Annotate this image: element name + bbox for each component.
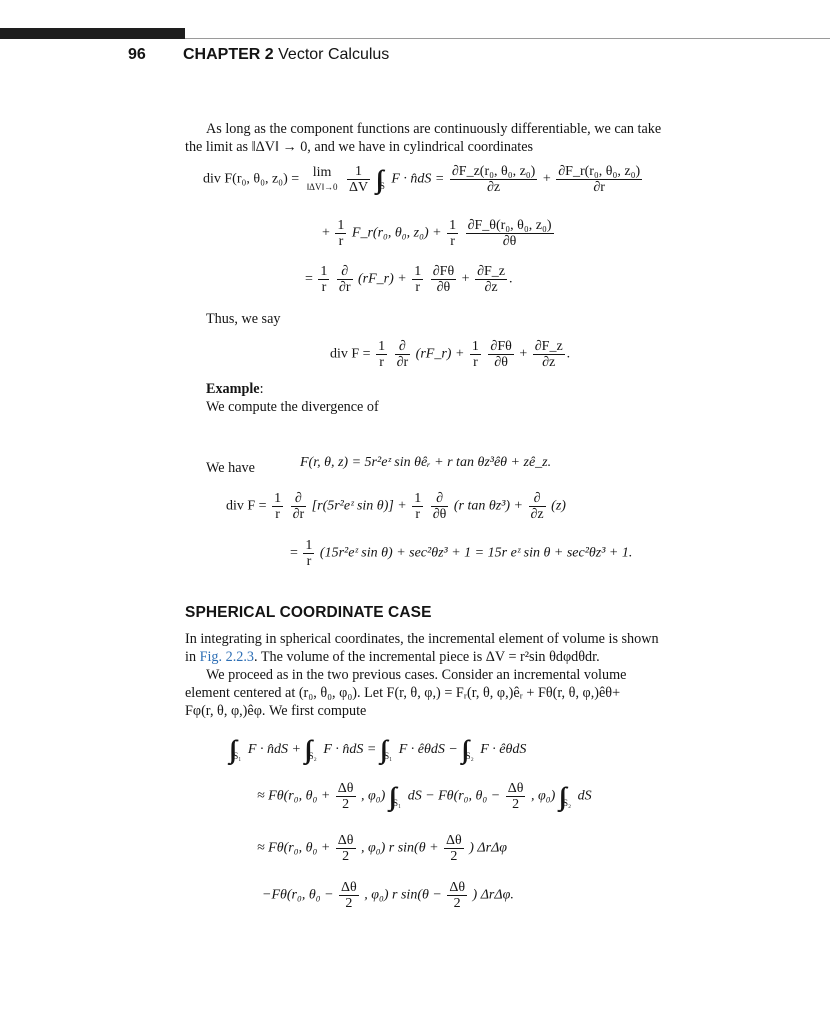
term: F · êθdS — [480, 742, 527, 758]
term: ≈ Fθ(r₀, θ₀ + — [257, 788, 331, 804]
fraction-d-dtheta — [431, 491, 449, 522]
integral-sub: S₁ — [233, 751, 242, 762]
term: dS — [577, 788, 592, 804]
fraction-dfz-dz — [475, 264, 507, 295]
section-heading: SPHERICAL COORDINATE CASE — [185, 604, 432, 621]
fraction-num: ∂F_z(r₀, θ₀, z₀) — [451, 164, 536, 179]
term: F · n̂dS = — [323, 742, 377, 758]
we-have: We have — [206, 460, 255, 476]
term: (rF_r) + — [358, 271, 407, 287]
paragraph-line: As long as the component functions are continuously differentiable, we can take — [206, 121, 662, 137]
fraction-den: ∂z — [484, 280, 498, 295]
fraction-den: r — [338, 234, 344, 249]
paragraph-line: element centered at (r₀, θ₀, φ₀). Let F(r, θ, φ,) = Fᵣ(r, θ, φ,)êᵣ + Fθ(r, θ, φ,)êθ+ — [185, 685, 621, 701]
fraction-den: ∂θ — [436, 280, 451, 295]
equation-field-definition — [300, 455, 551, 471]
fraction-dfz-dz — [450, 164, 537, 195]
fraction-den: ∂r — [396, 355, 409, 370]
chapter-title: Vector Calculus — [278, 46, 390, 63]
fraction-den: 2 — [345, 896, 353, 911]
term: F_r(r₀, θ₀, z₀) + — [351, 225, 442, 241]
integral-sub: S₂ — [562, 797, 572, 808]
fraction-one-over-r — [412, 491, 423, 522]
fraction-den: r — [415, 507, 421, 522]
fraction-den: ∂z — [542, 355, 556, 370]
fraction-dftheta-dtheta — [431, 264, 456, 295]
fraction-one-over-r — [447, 218, 458, 249]
fraction-num: ∂ — [395, 339, 411, 355]
fraction-num: ∂ — [529, 491, 546, 507]
integral-sub: S₂ — [308, 751, 317, 762]
fraction-d-dz — [529, 491, 546, 522]
fraction-num: 1 — [305, 538, 313, 553]
fraction-num: 1 — [414, 491, 422, 506]
fraction-den: r — [473, 355, 478, 370]
period: . — [566, 346, 571, 362]
fraction-num: ∂ — [337, 264, 353, 280]
fraction-den: ΔV — [348, 180, 369, 195]
fraction-num: Δθ — [337, 833, 354, 848]
plus-sign: + — [461, 271, 470, 287]
fraction-den: ∂r — [338, 280, 351, 295]
chapter-heading — [183, 46, 389, 64]
fraction-den: ∂r — [593, 180, 605, 195]
fraction-num: ∂ — [291, 491, 307, 507]
integral-sub: S₁ — [384, 751, 393, 762]
fraction-den: r — [306, 554, 312, 569]
fraction-den: ∂r — [292, 507, 305, 522]
fraction-num: ∂F_r(r₀, θ₀, z₀) — [558, 164, 641, 179]
fraction-num: ∂Fθ — [490, 339, 512, 354]
fraction-num: ∂Fθ — [432, 264, 455, 279]
period: . — [508, 271, 513, 287]
text-span: . The volume of the incremental piece is ΔV = r²sin θdφdθdr. — [254, 649, 600, 665]
fraction-one-over-r — [272, 491, 283, 522]
fraction-dtheta-over-2 — [447, 880, 467, 911]
fraction-den: ∂θ — [502, 234, 517, 249]
eq-lhs: div F = — [226, 498, 267, 514]
fraction-num: Δθ — [449, 880, 466, 895]
integral-sub: S₁ — [393, 797, 402, 808]
equals-sign: = — [305, 271, 313, 287]
header-rule — [185, 38, 830, 39]
example-heading — [206, 380, 264, 398]
fraction-one-over-dv — [347, 164, 370, 195]
term: , φ₀) — [530, 788, 556, 804]
paragraph-line: Fφ(r, θ, φ,)êφ. We first compute — [185, 703, 367, 719]
double-integral-sign: ∫∫ — [375, 164, 378, 194]
fraction-dfz-dz — [533, 339, 565, 370]
equation-approx-1 — [257, 781, 592, 812]
fraction-den: 2 — [512, 797, 520, 812]
field-definition: F(r, θ, z) = 5r²eᶻ sin θêᵣ + r tan θz³êθ + zê_z. — [300, 455, 552, 470]
term: , φ₀) — [361, 788, 386, 804]
equals-sign: = — [290, 545, 298, 561]
term: ) ΔrΔφ — [469, 840, 508, 856]
paragraph-line: the limit as ‖ΔV‖ → 0, and we have in cylindrical coordinates — [185, 139, 534, 155]
fraction-num: 1 — [471, 339, 479, 354]
example-label: Example — [206, 381, 260, 397]
fraction-dtheta-over-2 — [339, 880, 359, 911]
fraction-num: 1 — [347, 164, 370, 180]
double-integral-sign: ∫∫ — [379, 735, 383, 764]
term: (rF_r) + — [415, 346, 465, 362]
fraction-one-over-r — [335, 218, 346, 249]
fraction-dfr-dr — [556, 164, 642, 195]
paragraph-line: We proceed as in the two previous cases. Consider an incremental volume — [206, 667, 627, 683]
term: , φ₀) r sin(θ − — [364, 887, 442, 903]
fraction-num: Δθ — [446, 833, 462, 848]
equation-example-result — [290, 538, 632, 569]
term: (r tan θz³) + — [453, 498, 524, 514]
equation-line-2 — [322, 218, 556, 249]
fraction-d-dr — [337, 264, 353, 295]
fraction-dtheta-over-2 — [336, 833, 356, 864]
fraction-d-dr — [291, 491, 307, 522]
equation-flux-sum — [229, 735, 526, 765]
lim-word: lim — [312, 164, 332, 180]
fraction-num: 1 — [320, 264, 328, 279]
chapter-label: CHAPTER 2 — [183, 46, 274, 63]
integral-sub: S₂ — [465, 751, 474, 762]
header-bar — [0, 28, 185, 39]
equation-approx-3 — [262, 880, 514, 911]
fraction-den: r — [379, 355, 384, 370]
term: (z) — [551, 498, 566, 514]
integral-sub: S — [379, 180, 385, 191]
fraction-one-over-r — [318, 264, 329, 295]
text-span: in — [185, 649, 200, 665]
fraction-den: r — [275, 507, 280, 522]
fraction-num: 1 — [414, 264, 422, 279]
fraction-one-over-r — [412, 264, 423, 295]
thus-we-say: Thus, we say — [206, 311, 281, 327]
fraction-den: 2 — [342, 797, 350, 812]
fraction-num: Δθ — [507, 781, 524, 796]
fraction-den: ∂θ — [494, 355, 508, 370]
term: , φ₀) r sin(θ + — [361, 840, 439, 856]
term: ≈ Fθ(r₀, θ₀ + — [257, 840, 331, 856]
fraction-num: ∂F_z — [534, 339, 563, 354]
fraction-den: r — [321, 280, 327, 295]
term: F · n̂dS + — [247, 742, 301, 758]
term: [r(5r²eᶻ sin θ)] + — [311, 498, 407, 514]
plus-sign: + — [322, 225, 330, 241]
fraction-dtheta-over-2 — [506, 781, 526, 812]
fraction-one-over-r — [376, 339, 387, 370]
fraction-num: 1 — [378, 339, 386, 354]
fraction-num: ∂ — [431, 491, 449, 507]
example-colon: : — [259, 381, 264, 397]
equation-approx-2 — [257, 833, 507, 864]
fraction-den: 2 — [450, 849, 458, 864]
paragraph-line — [185, 648, 600, 666]
term: (15r²eᶻ sin θ) + sec²θz³ + 1 = 15r eᶻ sin θ + sec²θz³ + 1. — [319, 545, 633, 561]
limit — [305, 165, 340, 195]
fraction-den: 2 — [453, 896, 461, 911]
double-integral-sign: ∫∫ — [558, 781, 561, 811]
term: −Fθ(r₀, θ₀ − — [262, 887, 334, 903]
example-text: We compute the divergence of — [206, 399, 379, 415]
double-integral-sign: ∫∫ — [304, 735, 307, 764]
eq-lhs: div F(r₀, θ₀, z₀) = — [203, 171, 300, 187]
fraction-dftheta — [466, 218, 554, 249]
fraction-d-dr — [395, 339, 411, 370]
fraction-num: ∂F_z — [477, 264, 505, 279]
equation-div-cylindrical — [203, 164, 644, 195]
fraction-num: Δθ — [341, 880, 357, 895]
equation-line-3 — [305, 264, 512, 295]
lim-sub: ‖ΔV‖→0 — [306, 181, 338, 192]
fraction-den: r — [450, 234, 455, 249]
page-number: 96 — [128, 46, 146, 63]
fraction-one-over-r — [470, 339, 481, 370]
fraction-den: ∂θ — [432, 507, 447, 522]
fraction-one-over-r — [303, 538, 314, 569]
fraction-den: ∂z — [530, 507, 544, 522]
paragraph-line: In integrating in spherical coordinates, the incremental element of volume is shown — [185, 631, 659, 647]
fraction-den: ∂z — [487, 180, 501, 195]
fraction-den: 2 — [342, 849, 350, 864]
fraction-num: 1 — [449, 218, 457, 233]
fraction-dftheta-dtheta — [488, 339, 513, 370]
fraction-dtheta-over-2 — [336, 781, 356, 812]
double-integral-sign: ∫∫ — [461, 735, 464, 764]
equation-example-div — [226, 491, 566, 522]
double-integral-sign: ∫∫ — [388, 781, 392, 811]
figure-link[interactable]: Fig. 2.2.3 — [199, 649, 254, 665]
plus-sign: + — [542, 171, 551, 187]
term: dS − Fθ(r₀, θ₀ − — [407, 788, 501, 804]
term: F · êθdS − — [398, 742, 458, 758]
eq-lhs: div F = — [330, 346, 371, 362]
double-integral-sign: ∫∫ — [229, 735, 232, 764]
integrand: F · n̂dS = — [391, 171, 445, 187]
term: ) ΔrΔφ. — [472, 887, 514, 903]
fraction-num: Δθ — [337, 781, 354, 796]
fraction-dtheta-over-2 — [444, 833, 464, 864]
plus-sign: + — [519, 346, 528, 362]
fraction-den: r — [415, 280, 421, 295]
fraction-num: ∂F_θ(r₀, θ₀, z₀) — [467, 218, 552, 233]
fraction-num: 1 — [337, 218, 345, 233]
equation-div-final — [330, 339, 570, 370]
fraction-num: 1 — [274, 491, 282, 506]
